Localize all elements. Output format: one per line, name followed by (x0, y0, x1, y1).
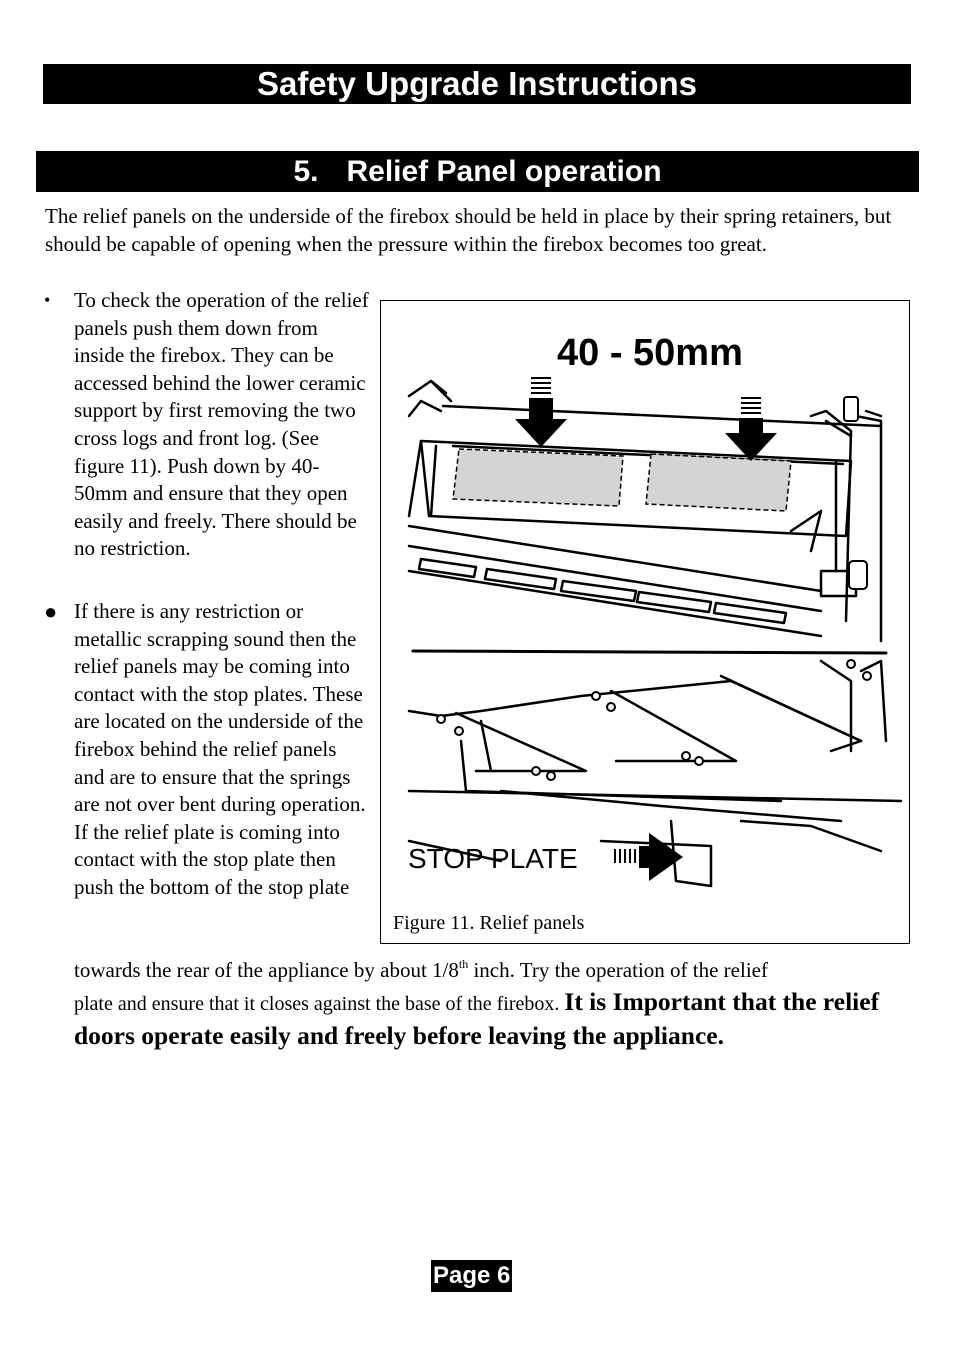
document-title: Safety Upgrade Instructions (43, 64, 911, 104)
continuation-text: towards the rear of the appliance by about 1/8 (74, 958, 459, 982)
stop-plate-label: STOP PLATE (408, 843, 578, 874)
figure-caption: Figure 11. Relief panels (393, 912, 585, 934)
bullet-marker: ● (44, 599, 58, 624)
continuation-text: inch. Try the operation of the relief (468, 958, 768, 982)
dimension-label: 40 - 50mm (557, 332, 743, 374)
figure-relief-panels (380, 300, 910, 944)
page-number: Page 6 (431, 1260, 512, 1292)
bullet-text-restriction: If there is any restriction or metallic scrapping sound then the relief panels may be coming into contact with the stop plates. These are located on the underside of the firebox behind the relief panels and are to ensure that the springs are not over bent during operation. If the relief plate is coming into contact with the stop plate then push the bottom of the stop plate (74, 599, 366, 899)
intro-paragraph: The relief panels on the underside of the firebox should be held in place by their spring retainers, but should be capable of opening when the pressure within the firebox becomes too great. (45, 204, 892, 256)
section-title: Relief Panel operation (346, 155, 662, 188)
bullet-text-continuation (74, 957, 934, 1053)
push-down-arrow-right (725, 398, 777, 461)
continuation-text: plate and ensure that it closes against the base of the firebox. (74, 992, 565, 1015)
section-number: 5. (293, 155, 319, 188)
section-heading (36, 151, 919, 192)
ordinal-suffix: th (458, 957, 469, 971)
important-warning: It is Important that the relief doors operate easily and freely before leaving the appliance. (74, 986, 880, 1050)
bullet-marker: • (44, 290, 51, 310)
bullet-text-check-operation: To check the operation of the relief panels push them down from inside the firebox. They can be accessed behind the lower ceramic support by first removing the two cross logs and front log. (See figure 11). Push down by 40-50mm and ensure that they open easily and freely. There should be no restriction. (74, 288, 369, 561)
